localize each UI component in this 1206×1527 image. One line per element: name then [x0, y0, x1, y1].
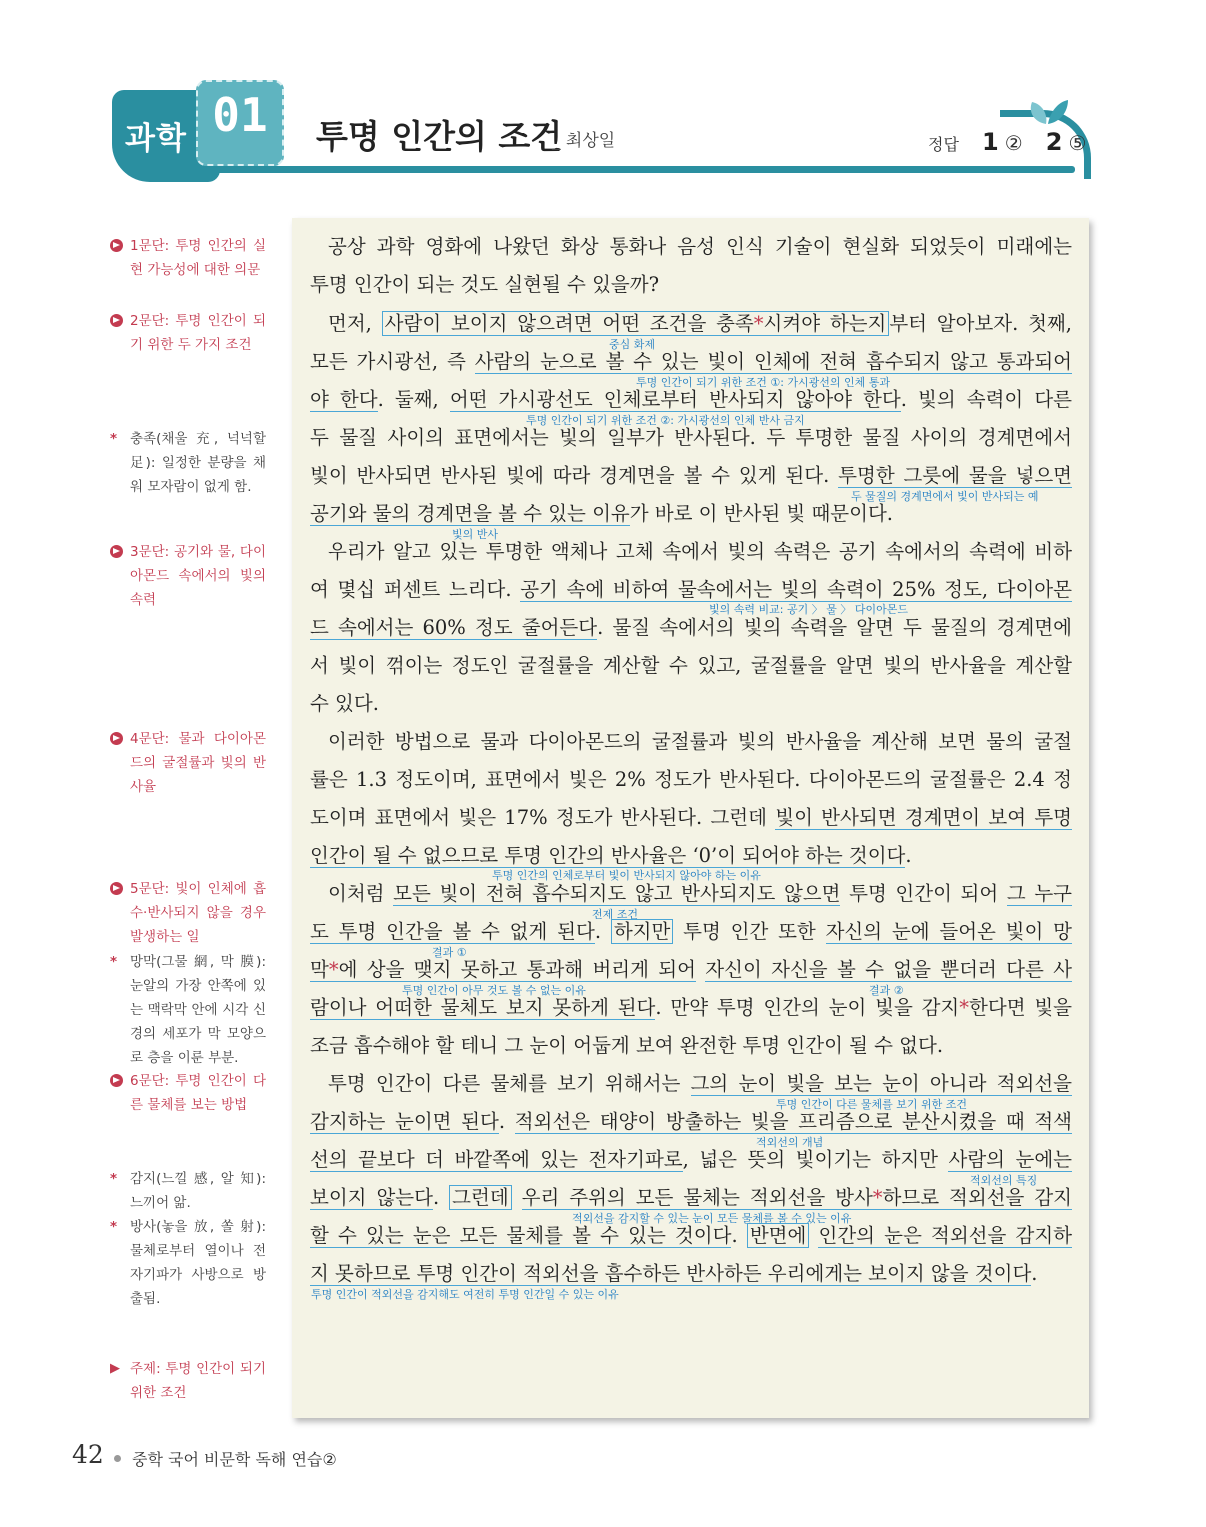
passage-line: 도 투명 인간을 볼 수 없게 된다. 하지만 투명 인간 또한 자신의 눈에 들어온 빛이 망: [310, 920, 1072, 943]
footer-dot: [114, 1455, 121, 1462]
answer-choice-2: ⑤: [1068, 131, 1087, 155]
passage-line: 보이지 않는다. 그런데 우리 주위의 모든 물체는 적외선을 방사*하므로 적외선을 감지: [310, 1186, 1072, 1209]
side-note-gloss: * 방사(놓을 放, 쏠 射): 물체로부터 열이나 전자기파가 사방으로 방출됨.: [110, 1215, 266, 1311]
arrow-bullet-icon: [110, 314, 123, 327]
passage-line: 막*에 상을 맺지 못하고 통과해 버리게 되어 자신이 자신을 볼 수 없을 뿐더러 다른 사: [310, 958, 1072, 981]
annotation: 투명 인간이 아무 것도 볼 수 없는 이유: [402, 984, 586, 997]
key-topic-box: 사람이 보이지 않으려면 어떤 조건을 충족*시켜야 하는지: [382, 311, 890, 336]
leaf-icon: [1024, 96, 1070, 126]
answer-key: [928, 128, 1086, 156]
answer-choice-1: ②: [1004, 131, 1023, 155]
asterisk-icon: *: [110, 1171, 118, 1187]
asterisk-icon: *: [110, 1219, 118, 1235]
passage-line: 률은 1.3 정도이며, 표면에서 빛은 2% 정도가 반사된다. 다이아몬드의 굴절률은 2.4 정: [310, 768, 1072, 791]
section-number: 01: [212, 88, 268, 142]
annotation: 결과 ①: [432, 946, 467, 959]
passage-line: 람이나 어떠한 물체도 보지 못하게 된다. 만약 투명 인간의 눈이 빛을 감지*한다면 빛을: [310, 996, 1072, 1019]
passage-line: 투명 인간이 되는 것도 실현될 수 있을까?: [310, 273, 660, 296]
answer-question-1: 1: [982, 128, 999, 156]
annotation: 적외선을 감지할 수 있는 눈이 모든 물체를 볼 수 있는 이유: [572, 1212, 852, 1225]
arrow-bullet-icon: [110, 239, 123, 252]
annotation: 결과 ②: [869, 984, 904, 997]
passage-line: 드 속에서는 60% 정도 줄어든다. 물질 속에서의 빛의 속력을 알면 두 물질의 경계면에: [310, 616, 1072, 639]
conjunction-box: 그런데: [449, 1185, 512, 1210]
side-note-gloss: * 망막(그물 網, 막 膜): 눈알의 가장 안쪽에 있는 맥락막 안에 시각 신경의 세포가 막 모양으로 층을 이룬 부분.: [110, 950, 266, 1070]
passage-line: 도이며 표면에서 빛은 17% 정도가 반사된다. 그런데 빛이 반사되면 경계면이 보여 투명: [310, 806, 1072, 829]
arrow-bullet-icon: [110, 545, 123, 558]
passage-line: 수 있다.: [310, 692, 379, 715]
answer-label: 정답: [928, 135, 959, 154]
passage-line: 조금 흡수해야 할 테니 그 눈이 어둡게 보여 완전한 투명 인간이 될 수 없다.: [310, 1034, 944, 1057]
passage-line: 서 빛이 꺾이는 정도인 굴절률을 계산할 수 있고, 굴절률을 알면 빛의 반사율을 계산할: [310, 654, 1072, 677]
passage-line: 먼저, 사람이 보이지 않으려면 어떤 조건을 충족*시켜야 하는지 부터 알아보자. 첫째,: [328, 312, 1072, 335]
header-rule: [150, 166, 1075, 173]
annotation: 적외선의 개념: [756, 1136, 824, 1149]
asterisk-icon: *: [753, 312, 764, 335]
annotation: 적외선의 특징: [970, 1174, 1038, 1187]
passage-line: 두 물질 사이의 표면에서는 빛의 일부가 반사된다. 두 투명한 물질 사이의 경계면에서: [310, 426, 1072, 449]
answer-question-2: 2: [1045, 128, 1063, 156]
passage-line: 이러한 방법으로 물과 다이아몬드의 굴절률과 빛의 반사율을 계산해 보면 물의 굴절: [328, 730, 1072, 753]
side-note-gloss: * 감지(느낄 感, 알 知): 느끼어 앎.: [110, 1167, 266, 1215]
side-note-summary: 1문단: 투명 인간의 실현 가능성에 대한 의문: [110, 234, 266, 282]
annotation: 빛의 반사: [452, 528, 499, 541]
passage-line: 모든 가시광선, 즉 사람의 눈으로 볼 수 있는 빛이 인체에 전혀 흡수되지 않고 통과되어: [310, 350, 1073, 373]
side-note-summary: 2문단: 투명 인간이 되기 위한 두 가지 조건: [110, 309, 266, 357]
passage-line: 여 몇십 퍼센트 느리다. 공기 속에 비하여 물속에서는 빛의 속력이 25% 정도, 다이아몬: [310, 578, 1072, 601]
side-note-theme: ▶ 주제: 투명 인간이 되기 위한 조건: [110, 1357, 266, 1405]
passage-line: 인간이 될 수 없으므로 투명 인간의 반사율은 ‘0’이 되어야 하는 것이다.: [310, 844, 912, 867]
side-note-summary: 5문단: 빛이 인체에 흡수·반사되지 않을 경우 발생하는 일: [110, 877, 266, 949]
annotation: 투명 인간이 다른 물체를 보기 위한 조건: [776, 1098, 967, 1111]
passage-line: 선의 끝보다 더 바깥쪽에 있는 전자기파로, 넓은 뜻의 빛이기는 하지만 사람의 눈에는: [310, 1148, 1072, 1171]
asterisk-icon: *: [872, 1186, 883, 1209]
page-number: 42: [72, 1440, 104, 1469]
annotation: 두 물질의 경계면에서 빛이 반사되는 예: [851, 490, 1039, 503]
annotation: 전제 조건: [592, 908, 639, 921]
annotation: 투명 인간이 되기 위한 조건 ②: 가시광선의 인체 반사 금지: [526, 414, 805, 427]
side-note-summary: 3문단: 공기와 물, 다이아몬드 속에서의 빛의 속력: [110, 540, 266, 612]
asterisk-icon: *: [110, 431, 118, 447]
passage-line: 할 수 있는 눈은 모든 물체를 볼 수 있는 것이다. 반면에 인간의 눈은 적외선을 감지하: [310, 1224, 1072, 1247]
page-title: 투명 인간의 조건: [316, 117, 563, 156]
annotation: 중심 화제: [609, 338, 656, 351]
triangle-bullet-icon: ▶: [110, 1361, 120, 1376]
passage-line: 이처럼 모든 빛이 전혀 흡수되지도 않고 반사되지도 않으면 투명 인간이 되어 그 누구: [328, 882, 1072, 905]
conjunction-box: 반면에: [747, 1223, 810, 1248]
passage-line: 공상 과학 영화에 나왔던 화상 통화나 음성 인식 기술이 현실화 되었듯이 미래에는: [328, 235, 1072, 258]
passage-line: 야 한다. 둘째, 어떤 가시광선도 인체로부터 반사되지 않아야 한다. 빛의 속력이 다른: [310, 388, 1073, 411]
asterisk-icon: *: [959, 996, 970, 1019]
conjunction-box: 하지만: [611, 919, 674, 944]
passage-line: 우리가 알고 있는 투명한 액체나 고체 속에서 빛의 속력은 공기 속에서의 속력에 비하: [328, 540, 1072, 563]
passage-line: 공기와 물의 경계면을 볼 수 있는 이유가 바로 이 반사된 빛 때문이다.: [310, 502, 893, 525]
passage-line: 투명 인간이 다른 물체를 보기 위해서는 그의 눈이 빛을 보는 눈이 아니라 적외선을: [328, 1072, 1072, 1095]
annotation: 빛의 속력 비교: 공기 〉 물 〉 다이아몬드: [709, 603, 908, 616]
annotation: 투명 인간의 인체로부터 빛이 반사되지 않아야 하는 이유: [492, 869, 761, 882]
side-note-summary: 6문단: 투명 인간이 다른 물체를 보는 방법: [110, 1069, 266, 1117]
subject-label: 과학: [125, 121, 187, 157]
side-note-summary: 4문단: 물과 다이아몬드의 굴절률과 빛의 반사율: [110, 727, 266, 799]
book-title: 중학 국어 비문학 독해 연습②: [132, 1450, 337, 1469]
arrow-bullet-icon: [110, 732, 123, 745]
passage-line: 빛이 반사되면 반사된 빛에 따라 경계면을 볼 수 있게 된다. 투명한 그릇에 물을 넣으면: [310, 464, 1072, 487]
passage-line: 지 못하므로 투명 인간이 적외선을 흡수하든 반사하든 우리에게는 보이지 않을 것이다.: [310, 1262, 1038, 1285]
arrow-bullet-icon: [110, 882, 123, 895]
author: _ 최상일: [552, 131, 616, 151]
side-note-gloss: * 충족(채울 充, 넉넉할 足): 일정한 분량을 채워 모자람이 없게 함.: [110, 427, 266, 499]
annotation: 투명 인간이 적외선을 감지해도 여전히 투명 인간일 수 있는 이유: [311, 1288, 619, 1301]
asterisk-icon: *: [110, 954, 118, 970]
asterisk-icon: *: [328, 958, 339, 981]
passage-line: 감지하는 눈이면 된다. 적외선은 태양이 방출하는 빛을 프리즘으로 분산시켰을 때 적색: [310, 1110, 1073, 1133]
annotation: 투명 인간이 되기 위한 조건 ①: 가시광선의 인체 통과: [636, 376, 891, 389]
arrow-bullet-icon: [110, 1074, 123, 1087]
